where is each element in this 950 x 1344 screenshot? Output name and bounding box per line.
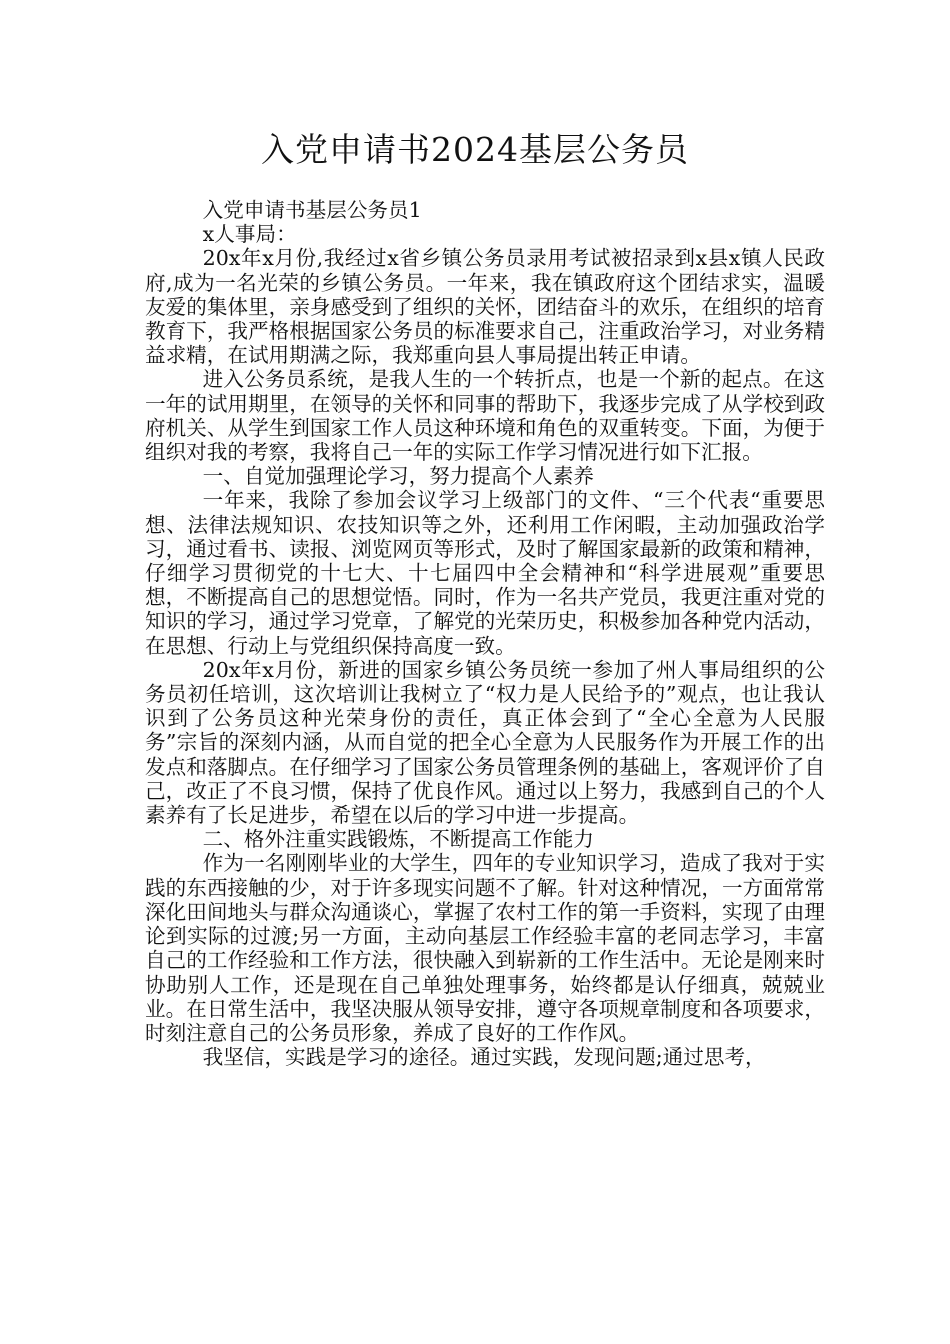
body-paragraph: 我坚信，实践是学习的途径。通过实践，发现问题;通过思考， [202,1045,766,1070]
body-paragraph: 20x年x月份，新进的国家乡镇公务员统一参加了州人事局组织的公务员初任培训，这次培训让我树立了“权力是人民给予的”观点，也让我认识到了公务员这种光荣身份的责任，真正体会到了“全心全意为人民服务”宗旨的深刻内涵，从而自觉的把全心全意为人民服务作为开展工作的出发点和落脚点。在仔细学习了国家公务员管理条例的基础上，客观评价了自己，改正了不良习惯，保持了优良作风。通过以上努力，我感到自己的个人素养有了长足进步，希望在以后的学习中进一步提高。 [145,657,825,828]
document-title: 入党申请书2024基层公务员 [261,130,689,169]
body-paragraph: 作为一名刚刚毕业的大学生，四年的专业知识学习，造成了我对于实践的东西接触的少，对于许多现实问题不了解。针对这种情况，一方面常常深化田间地头与群众沟通谈心，掌握了农村工作的第一手资料，实现了由理论到实际的过渡;另一方面，主动向基层工作经验丰富的老同志学习，丰富自己的工作经验和工作方法，很快融入到崭新的工作生活中。无论是刚来时协助别人工作，还是现在自己单独处理事务，始终都是认仔细真，兢兢业业。在日常生活中，我坚决服从领导安排，遵守各项规章制度和各项要求，时刻注意自己的公务员形象，养成了良好的工作作风。 [145,851,825,1045]
body-paragraph: 一年来，我除了参加会议学习上级部门的文件、“三个代表“重要思想、法律法规知识、农技知识等之外，还利用工作闲暇，主动加强政治学习，通过看书、读报、浏览网页等形式，及时了解国家最新的政策和精神，仔细学习贯彻党的十七大、十七届四中全会精神和“科学进展观”重要思想，不断提高自己的思想觉悟。同时，作为一名共产党员，我更注重对党的知识的学习，通过学习党章，了解党的光荣历史，积极参加各种党内活动，在思想、行动上与党组织保持高度一致。 [145,488,825,658]
body-paragraph: 20x年x月份,我经过x省乡镇公务员录用考试被招录到x县x镇人民政府,成为一名光荣的乡镇公务员。一年来，我在镇政府这个团结求实，温暖友爱的集体里，亲身感受到了组织的关怀，团结奋斗的欢乐，在组织的培育教育下，我严格根据国家公务员的标准要求自己，注重政治学习，对业务精益求精，在试用期满之际，我郑重向县人事局提出转正申请。 [145,246,825,368]
section-heading: 一、自觉加强理论学习，努力提高个人素养 [202,464,594,489]
subtitle-line: 入党申请书基层公务员1 [202,198,422,222]
document-body [145,198,825,1069]
salutation-line: x人事局： [202,222,297,247]
section-heading: 二、格外注重实践锻炼，不断提高工作能力 [202,827,594,852]
body-paragraph: 进入公务员系统，是我人生的一个转折点，也是一个新的起点。在这一年的试用期里，在领导的关怀和同事的帮助下，我逐步完成了从学校到政府机关、从学生到国家工作人员这种环境和角色的双重转变。下面，为便于组织对我的考察，我将自己一年的实际工作学习情况进行如下汇报。 [145,367,825,465]
